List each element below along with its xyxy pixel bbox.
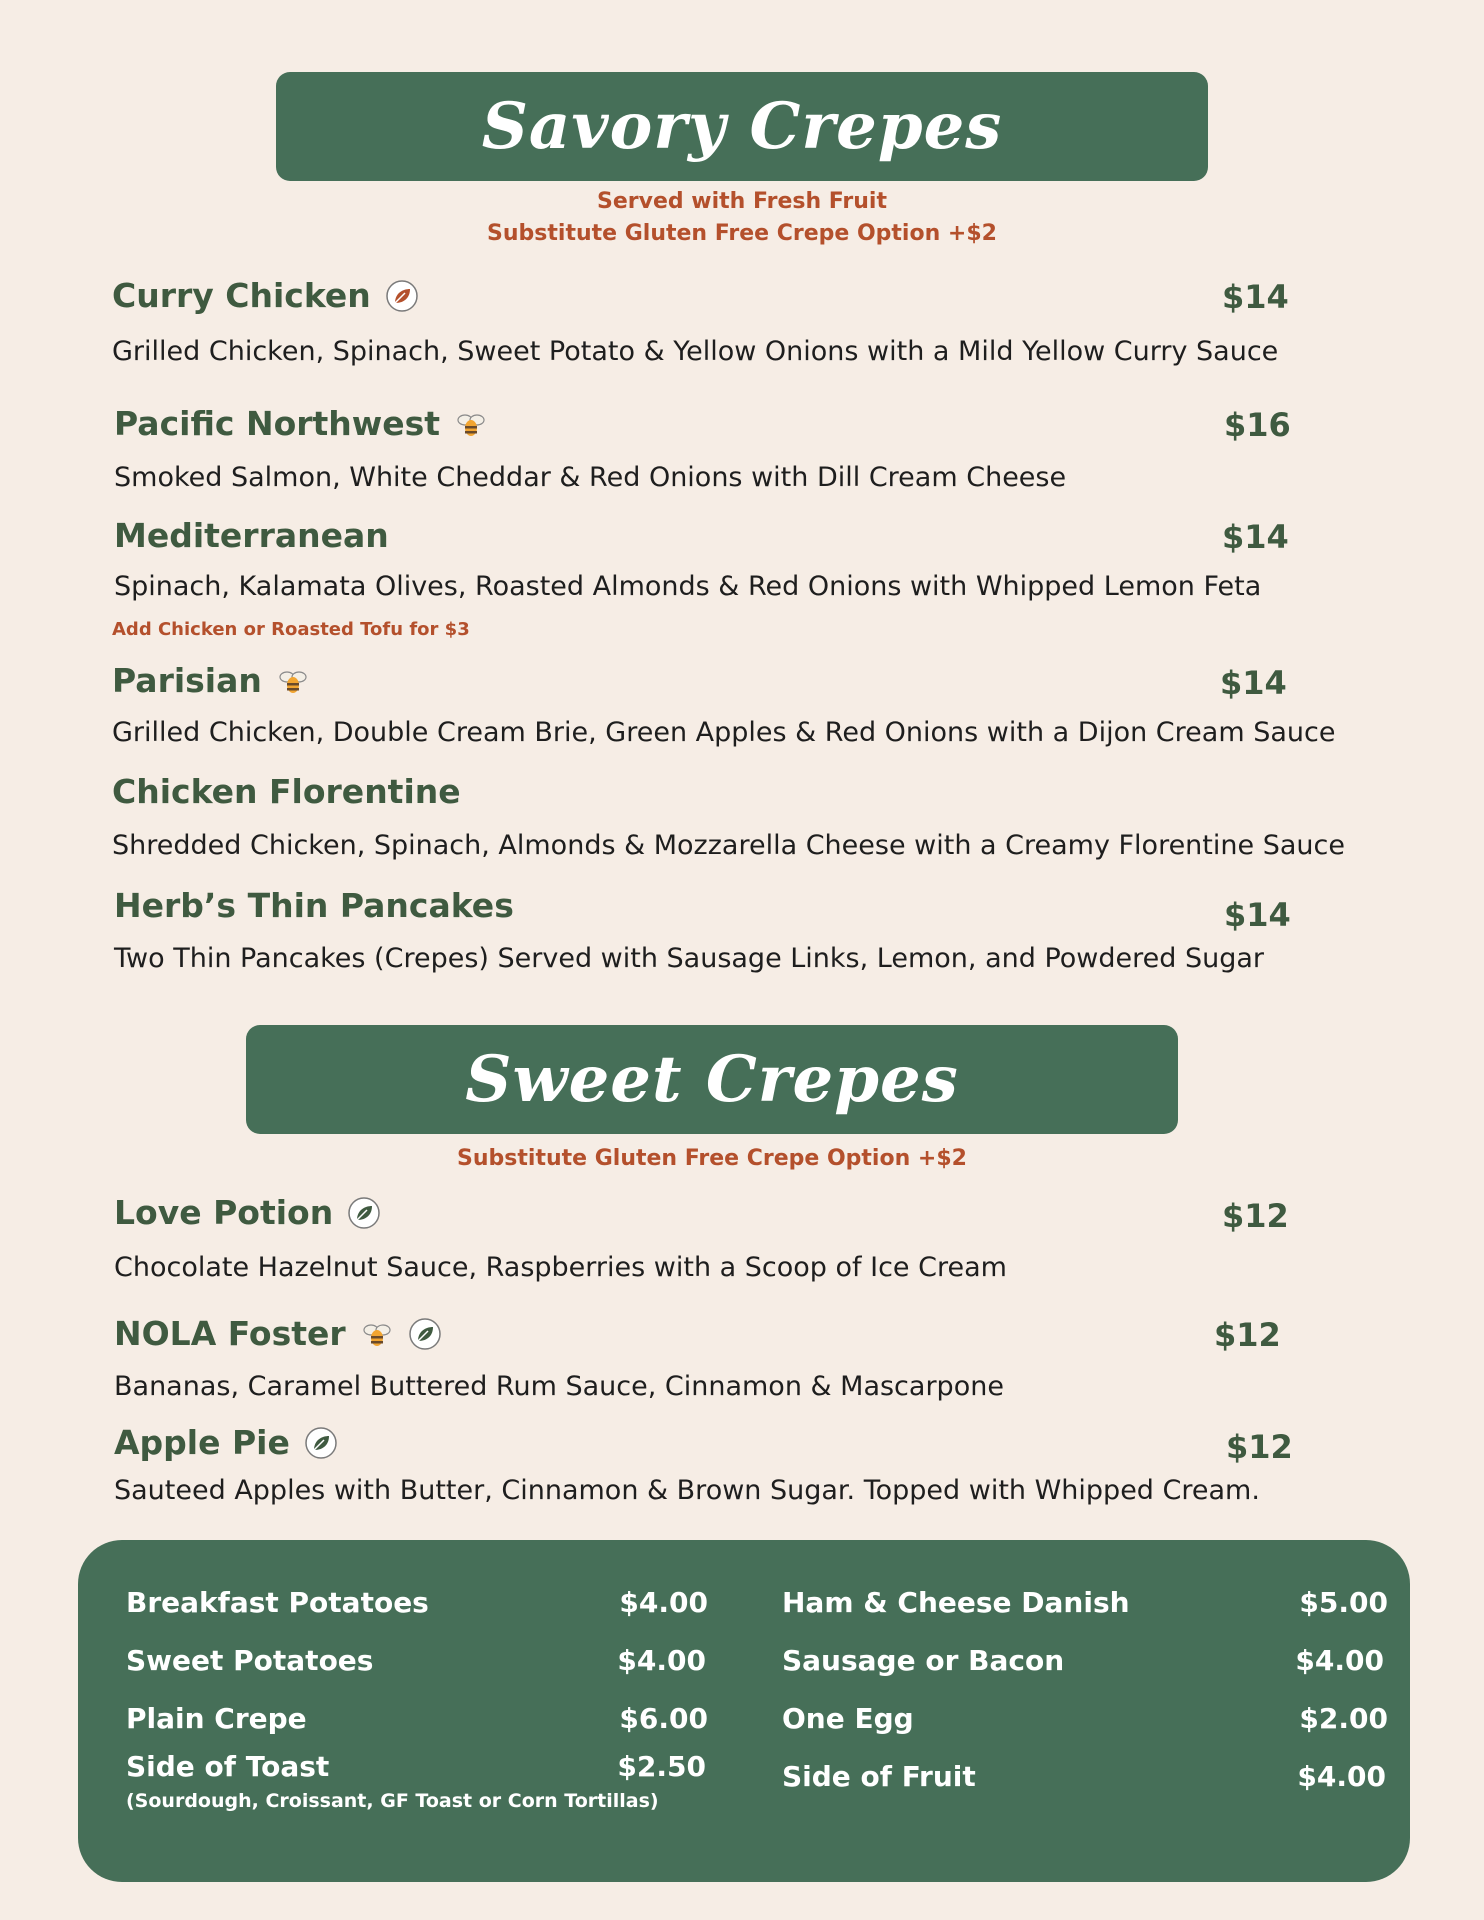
item-description: Bananas, Caramel Buttered Rum Sauce, Cinnamon & Mascarpone (114, 1371, 1004, 1402)
savory-crepes-banner (276, 72, 1208, 181)
side-item-subtext: (Sourdough, Croissant, GF Toast or Corn Tortillas) (126, 1790, 659, 1812)
side-item-price: $4.00 (1295, 1644, 1384, 1677)
menu-item-apple-pie (114, 1423, 338, 1462)
item-name: Curry Chicken (112, 276, 371, 315)
menu-item-nola-foster (114, 1314, 442, 1353)
sweet-crepes-title: Sweet Crepes (465, 1042, 959, 1117)
item-description: Sauteed Apples with Butter, Cinnamon & Brown Sugar. Topped with Whipped Cream. (114, 1475, 1260, 1506)
bee-icon (454, 407, 488, 441)
item-description: Grilled Chicken, Double Cream Brie, Green Apples & Red Onions with a Dijon Cream Sauce (112, 717, 1336, 748)
menu-item-curry-chicken (112, 276, 419, 315)
side-item-name: One Egg (782, 1702, 914, 1735)
item-description: Spinach, Kalamata Olives, Roasted Almonds & Red Onions with Whipped Lemon Feta (114, 571, 1262, 602)
side-item-name: Plain Crepe (126, 1702, 307, 1735)
side-item-name: Side of Fruit (782, 1760, 976, 1793)
leaf-icon (385, 279, 419, 313)
side-item-price: $4.00 (1297, 1760, 1386, 1793)
sweet-crepes-banner (246, 1025, 1178, 1134)
savory-crepes-title: Savory Crepes (481, 89, 1003, 164)
leaf-icon (304, 1426, 338, 1460)
menu-item-mediterranean (114, 516, 389, 555)
item-name: Apple Pie (114, 1423, 290, 1462)
side-item-price: $4.00 (617, 1644, 706, 1677)
item-price: $14 (1222, 518, 1289, 556)
side-item-name: Sausage or Bacon (782, 1644, 1065, 1677)
sides-panel (78, 1540, 1410, 1882)
item-description: Smoked Salmon, White Cheddar & Red Onions with Dill Cream Cheese (114, 462, 1067, 493)
item-description: Shredded Chicken, Spinach, Almonds & Mozzarella Cheese with a Creamy Florentine Sauce (112, 830, 1345, 861)
item-price: $14 (1224, 896, 1291, 934)
item-name: Parisian (112, 661, 262, 700)
item-name: Pacific Northwest (114, 404, 441, 443)
side-item-name: Side of Toast (126, 1750, 330, 1783)
item-name: Love Potion (114, 1193, 334, 1232)
item-description: Grilled Chicken, Spinach, Sweet Potato & Yellow Onions with a Mild Yellow Curry Sauce (112, 336, 1279, 367)
side-item-name: Sweet Potatoes (126, 1644, 374, 1677)
item-name: Herb’s Thin Pancakes (114, 886, 514, 925)
side-item-price: $2.00 (1299, 1702, 1388, 1735)
menu-item-love-potion (114, 1193, 381, 1232)
item-price: $12 (1214, 1316, 1281, 1354)
item-price: $14 (1222, 278, 1289, 316)
item-price: $14 (1220, 664, 1287, 702)
side-item-price: $4.00 (619, 1586, 708, 1619)
leaf-icon (347, 1196, 381, 1230)
menu-item-pacific-northwest (114, 404, 488, 443)
item-name: Mediterranean (114, 516, 389, 555)
side-item-price: $5.00 (1299, 1586, 1388, 1619)
item-name: NOLA Foster (114, 1314, 346, 1353)
side-item-name: Ham & Cheese Danish (782, 1586, 1130, 1619)
bee-icon (360, 1317, 394, 1351)
savory-note-fresh-fruit: Served with Fresh Fruit (597, 189, 887, 214)
item-description: Chocolate Hazelnut Sauce, Raspberries with a Scoop of Ice Cream (114, 1252, 1007, 1283)
side-item-price: $6.00 (619, 1702, 708, 1735)
menu-item-parisian (112, 661, 310, 700)
item-addon-note: Add Chicken or Roasted Tofu for $3 (112, 619, 470, 640)
savory-note-gluten-free: Substitute Gluten Free Crepe Option +$2 (487, 221, 997, 246)
leaf-icon (408, 1317, 442, 1351)
side-item-price: $2.50 (617, 1750, 706, 1783)
sweet-note-gluten-free: Substitute Gluten Free Crepe Option +$2 (457, 1146, 967, 1171)
item-name: Chicken Florentine (112, 772, 461, 811)
item-price: $16 (1224, 406, 1291, 444)
item-description: Two Thin Pancakes (Crepes) Served with Sausage Links, Lemon, and Powdered Sugar (114, 943, 1264, 974)
item-price: $12 (1222, 1197, 1289, 1235)
menu-item-herbs-thin-pancakes (114, 886, 514, 925)
bee-icon (276, 664, 310, 698)
side-item-name: Breakfast Potatoes (126, 1586, 429, 1619)
menu-item-chicken-florentine (112, 772, 461, 811)
item-price: $12 (1226, 1428, 1293, 1466)
